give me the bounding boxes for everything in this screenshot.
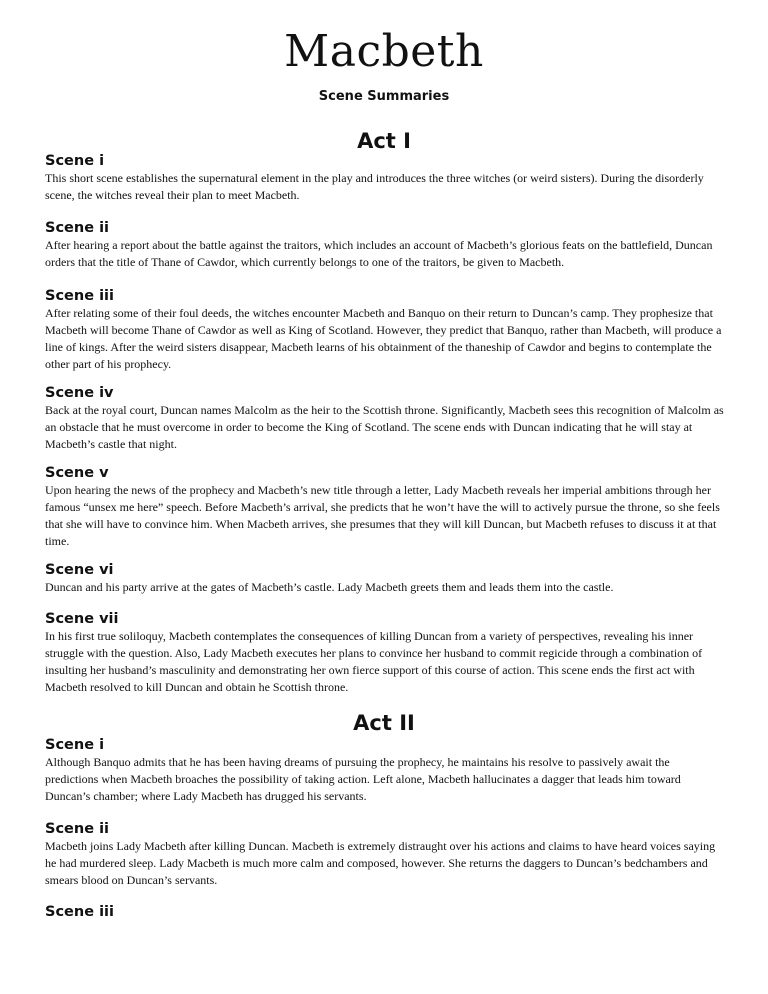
scene-text: Duncan and his party arrive at the gates of Macbeth’s castle. Lady Macbeth greets them and leads them into the castle. [45,580,614,594]
scene-heading: Scene v [45,465,109,481]
scene-summary [45,610,725,696]
scene-heading: Scene ii [45,821,110,837]
scene-text: Back at the royal court, Duncan names Malcolm as the heir to the Scottish throne. Significantly, Macbeth sees this recognition of Malcolm as an obstacle that he must overcome in order to become the King of Scotland. The scene ends with Duncan indicating that he will stay at Macbeth’s castle that night. [45,403,724,451]
scene-summary [45,736,725,805]
scene-text: In his first true soliloquy, Macbeth contemplates the consequences of killing Duncan from a variety of perspectives, revealing his inner struggle with the question. Also, Lady Macbeth executes her plans to convince her husband to commit regicide through a combination of insulting her husband’s masculinity and demonstrating her own fierce support of this course of action. This scene ends the first act with Macbeth resolved to kill Duncan and obtain he Scottish throne. [45,629,703,694]
act-heading: Act II [353,711,415,735]
scene-text: After hearing a report about the battle against the traitors, which includes an account of Macbeth’s glorious feats on the battlefield, Duncan orders that the title of Thane of Cawdor, which currently belongs to one of the traitors, be given to Macbeth. [45,238,713,269]
scene-summary [45,464,725,550]
scene-heading: Scene i [45,153,105,169]
scene-heading: Scene vii [45,611,119,627]
scene-summary [45,219,725,271]
scene-text: Upon hearing the news of the prophecy and Macbeth’s new title through a letter, Lady Macbeth reveals her imperial ambitions through her famous “unsex me here” speech. Before Macbeth’s arrival, she predicts that he won’t have the will to actively pursue the throne, so she feels that she will have to convince him. When Macbeth arrives, she presumes that they will kill Duncan, but Macbeth refuses to discuss it at that time. [45,483,720,548]
document-subtitle: Scene Summaries [318,89,450,104]
scene-summary [45,561,725,596]
scene-text: After relating some of their foul deeds, the witches encounter Macbeth and Banquo on their return to Duncan’s camp. They prophesize that Macbeth will become Thane of Cawdor as well as King of Scotland. However, they predict that Banquo, rather than Macbeth, will produce a line of kings. After the weird sisters disappear, Macbeth learns of his obtainment of the thaneship of Cawdor and begins to contemplate the other part of his prophecy. [45,306,722,371]
scene-summary [45,152,725,204]
scene-heading: Scene iv [45,385,114,401]
scene-heading: Scene iii [45,904,114,920]
scene-summary [45,903,725,921]
scene-summary [45,287,725,373]
act-heading: Act I [357,129,411,153]
document-title: Macbeth [284,26,484,77]
scene-summary [45,384,725,453]
scene-text: Although Banquo admits that he has been having dreams of pursuing the prophecy, he maintains his resolve to passively await the predictions when Macbeth broaches the possibility of taking action. Left alone, Macbeth hallucinates a dagger that leads him toward Duncan’s chamber; where Lady Macbeth has drugged his servants. [45,755,681,803]
scene-heading: Scene i [45,737,105,753]
scene-text: Macbeth joins Lady Macbeth after killing Duncan. Macbeth is extremely distraught over his actions and claims to have heard voices saying he had murdered sleep. Lady Macbeth is much more calm and composed, however. She returns the daggers to Duncan’s bedchambers and smears blood on Duncan’s servants. [45,839,716,887]
scene-heading: Scene iii [45,288,114,304]
scene-heading: Scene ii [45,220,110,236]
scene-text: This short scene establishes the supernatural element in the play and introduces the three witches (or weird sisters). During the disorderly scene, the witches reveal their plan to meet Macbeth. [45,171,704,202]
scene-heading: Scene vi [45,562,114,578]
scene-summary [45,820,725,889]
